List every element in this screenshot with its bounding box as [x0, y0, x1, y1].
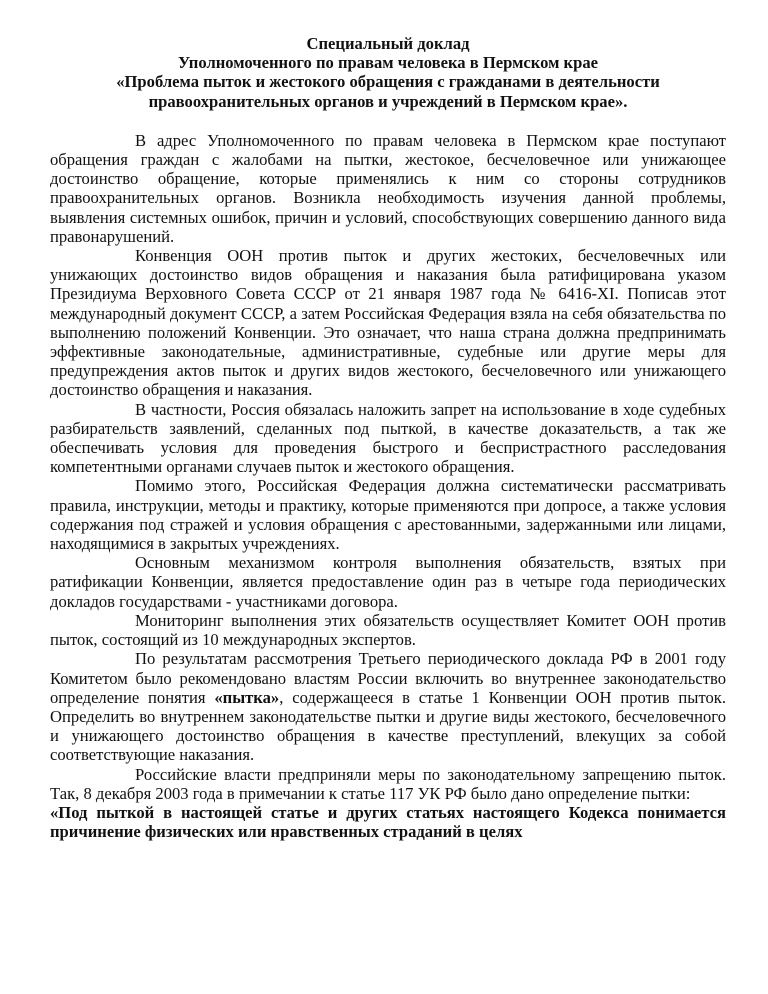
document-page [50, 34, 726, 841]
document-title [50, 34, 726, 111]
paragraph-review: Помимо этого, Российская Федерация должна систематически рассматривать правила, инструкции, методы и практику, которые применяются при допросе, а также условия содержания под стражей и условия обращения с арестованными, задержанными или лицами, находящимися в закрытых учреждениях. [50, 476, 726, 554]
paragraph-monitoring: Мониторинг выполнения этих обязательств осуществляет Комитет ООН против пыток, состоящий из 10 международных экспертов. [50, 610, 726, 650]
term-torture: «пытка» [214, 687, 280, 707]
title-line-2: Уполномоченного по правам человека в Пермском крае [177, 53, 599, 73]
title-line-4: правоохранительных органов и учреждений в Пермском крае». [148, 91, 628, 111]
recommendation-text-end: , содержащееся в статье 1 Конвенции ООН против пыток. Определить во внутреннем законодательстве пытки и другие виды жестокого, бесчеловечного и унижающего достоинство обращения в качестве преступлений, влекущих за собой соответствующие наказания. [50, 687, 726, 765]
paragraph-intro: В адрес Уполномоченного по правам человека в Пермском крае поступают обращения граждан с жалобами на пытки, жестокое, бесчеловечное или унижающее достоинство обращение, которые применялись к ним со стороны сотрудников правоохранительных органов. Возникла необходимость изучения данной проблемы, выявления системных ошибок, причин и условий, способствующих совершению данного вида правонарушений. [50, 130, 726, 246]
paragraph-convention: Конвенция ООН против пыток и других жестоких, бесчеловечных или унижающих достоинство видов обращения и наказания была ратифицирована указом Президиума Верховного Совета СССР от 21 января 1987 года № 6416-XI. Пописав этот международный документ СССР, а затем Российская Федерация взяла на себя обязательства по выполнению положений Конвенции. Это означает, что наша страна должна предпринимать эффективные законодательные, административные, судебные или другие меры для предупреждения актов пыток и других видов жестокого, бесчеловечного или унижающего достоинство обращения и наказания. [50, 246, 726, 400]
recommendation-text-start: По результатам рассмотрения Третьего периодического доклада РФ в 2001 году Комитетом было рекомендовано властям России включить во внутреннее законодательство определение понятия [50, 649, 726, 707]
paragraph-measures: Российские власти предприняли меры по законодательному запрещению пыток. Так, 8 декабря 2003 года в примечании к статье 117 УК РФ было дано определение пытки: [50, 764, 726, 803]
title-line-3: «Проблема пыток и жестокого обращения с гражданами в деятельности [116, 72, 660, 92]
title-line-1: Специальный доклад [306, 34, 470, 53]
paragraph-recommendation [50, 649, 726, 764]
paragraph-definition-quote: «Под пыткой в настоящей статье и других статьях настоящего Кодекса понимается причинение физических или нравственных страданий в целях [50, 802, 726, 842]
paragraph-control: Основным механизмом контроля выполнения обязательств, взятых при ратификации Конвенции, является предоставление один раз в четыре года периодических докладов государствами - участниками договора. [50, 553, 726, 611]
paragraph-obligations: В частности, Россия обязалась наложить запрет на использование в ходе судебных разбирательств заявлений, сделанных под пыткой, в качестве доказательств, а так же обеспечивать условия для проведения быстрого и беспристрастного расследования компетентными органами случаев пыток и жестокого обращения. [50, 399, 726, 477]
